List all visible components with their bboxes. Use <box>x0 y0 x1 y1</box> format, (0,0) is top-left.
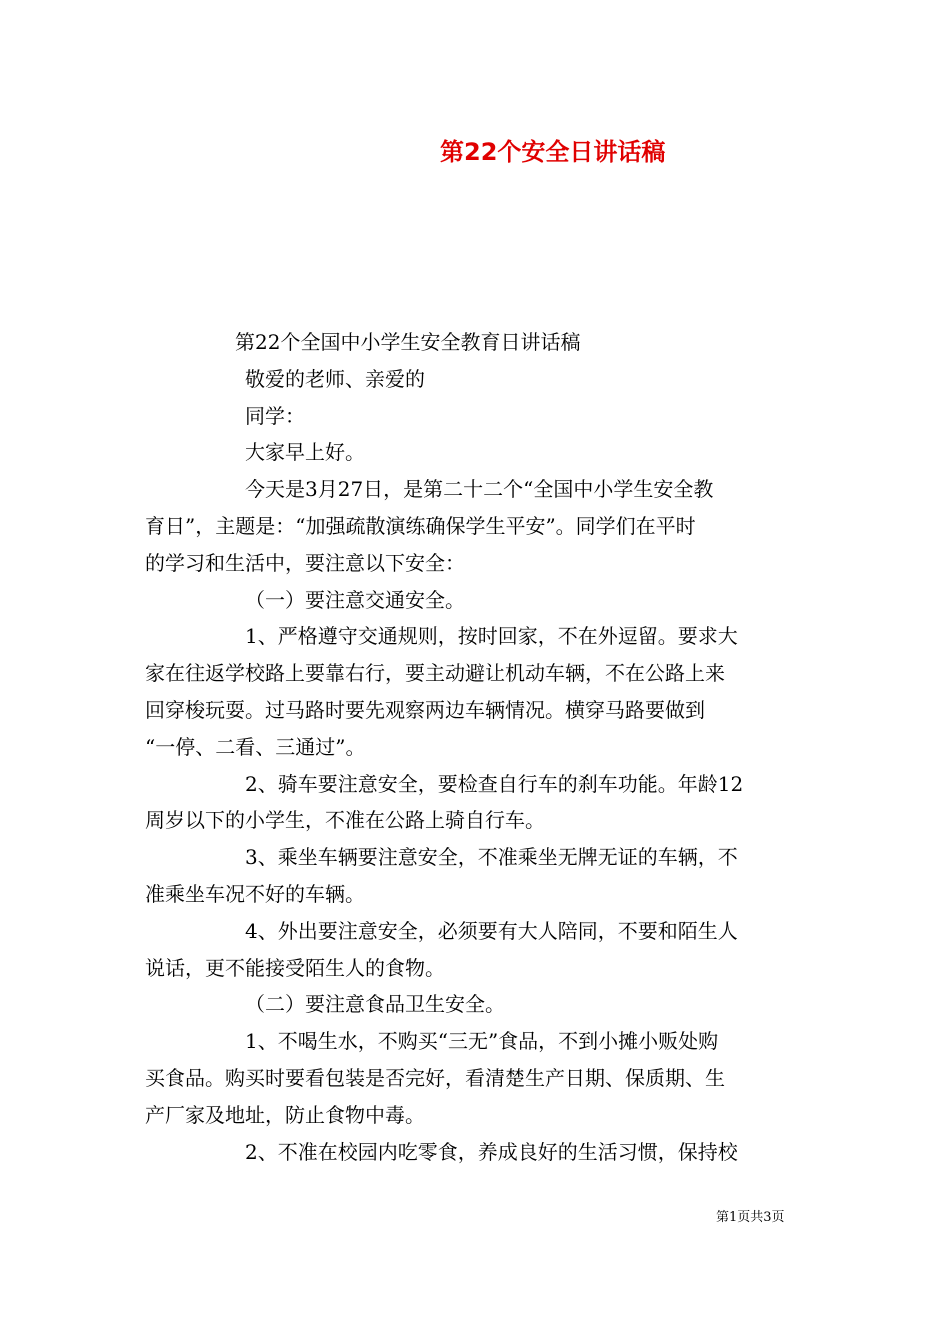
text-line: 育日”，主题是：“加强疏散演练确保学生平安”。同学们在平时 <box>145 513 696 538</box>
text-line: 产厂家及地址，防止食物中毒。 <box>145 1102 425 1127</box>
text-line: 第22个全国中小学生安全教育日讲话稿 <box>235 330 581 354</box>
text-line: 说话，更不能接受陌生人的食物。 <box>145 955 445 980</box>
document-body <box>145 324 810 1170</box>
text-line: （二）要注意食品卫生安全。 <box>245 992 505 1017</box>
text-line: 今天是3月27日，是第二十二个“全国中小学生安全教 <box>245 477 714 502</box>
text-line: 大家早上好。 <box>245 440 365 465</box>
document-title: 第22个安全日讲话稿 <box>440 138 666 166</box>
text-line: 敬爱的老师、亲爱的 <box>245 366 425 391</box>
text-line: 1、严格遵守交通规则，按时回家，不在外逗留。要求大 <box>245 624 738 649</box>
text-line: 3、乘坐车辆要注意安全，不准乘坐无牌无证的车辆，不 <box>245 845 738 870</box>
text-line: 同学： <box>245 403 305 428</box>
text-line: 家在往返学校路上要靠右行，要主动避让机动车辆，不在公路上来 <box>145 661 725 686</box>
text-line: 的学习和生活中，要注意以下安全： <box>145 550 465 575</box>
text-line: 买食品。购买时要看包装是否完好，看清楚生产日期、保质期、生 <box>145 1065 725 1090</box>
text-line: 准乘坐车况不好的车辆。 <box>145 881 365 906</box>
text-line: 周岁以下的小学生，不准在公路上骑自行车。 <box>145 808 545 833</box>
text-line: 2、不准在校园内吃零食，养成良好的生活习惯，保持校 <box>245 1139 738 1164</box>
text-line: “一停、二看、三通过”。 <box>145 734 366 759</box>
text-line: 2、骑车要注意安全，要检查自行车的刹车功能。年龄12 <box>245 771 744 796</box>
page-number: 第1页共3页 <box>716 1210 785 1225</box>
text-line: 4、外出要注意安全，必须要有大人陪同，不要和陌生人 <box>245 918 738 943</box>
text-line: 回穿梭玩耍。过马路时要先观察两边车辆情况。横穿马路要做到 <box>145 697 705 722</box>
text-line: （一）要注意交通安全。 <box>245 587 465 612</box>
text-line: 1、不喝生水，不购买“三无”食品，不到小摊小贩处购 <box>245 1029 719 1054</box>
